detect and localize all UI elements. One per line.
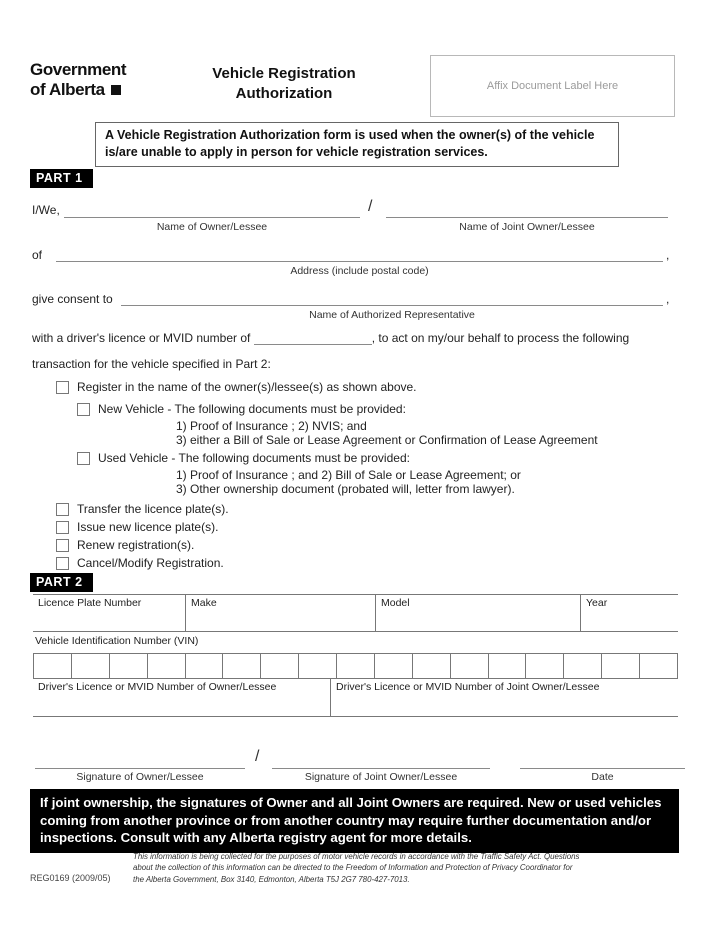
usage-notice: A Vehicle Registration Authorization form is used when the owner(s) of the vehicle is/are unable to apply in person for vehicle registration services. [95,122,619,167]
mvid-number-field[interactable] [254,331,372,345]
vin-character-cell[interactable] [563,654,601,678]
mvid-suffix: , to act on my/our behalf to process the following [371,331,630,345]
used-vehicle-label: Used Vehicle - The following documents must be provided: [98,451,410,465]
vin-character-cell[interactable] [601,654,639,678]
vin-character-cell[interactable] [109,654,147,678]
cancel-modify-label: Cancel/Modify Registration. [77,556,224,570]
used-vehicle-doc2: 3) Other ownership document (probated will, letter from lawyer). [176,482,515,496]
used-vehicle-doc1: 1) Proof of Insurance ; and 2) Bill of Sale or Lease Agreement; or [176,468,521,482]
name-slash: / [368,198,373,215]
vin-character-cell[interactable] [336,654,374,678]
vin-character-cell[interactable] [639,654,677,678]
new-vehicle-doc1: 1) Proof of Insurance ; 2) NVIS; and [176,419,367,433]
mvid-line [32,331,629,345]
drivers-licence-row [33,679,678,717]
privacy-statement: This information is being collected for the purposes of motor vehicle records in accordance with the Traffic Safety Act. Questions about the collection of this information can be directed to the Freedom of Information and Protection of Privacy Coordinator for the Alberta Government, Box 3140, Edmonton, Alberta T5J 2G7 780-427-7013. [133,852,580,884]
issue-plate-checkbox[interactable] [56,521,69,534]
register-checkbox[interactable] [56,381,69,394]
date-field[interactable] [520,742,685,769]
vehicle-table-header-row [33,594,678,632]
vin-character-cell[interactable] [298,654,336,678]
of-prefix: of [32,248,43,262]
iwe-prefix: I/We, [32,203,60,217]
owner-name-field[interactable] [64,188,360,218]
vin-character-cell[interactable] [260,654,298,678]
register-label: Register in the name of the owner(s)/lessee(s) as shown above. [77,380,417,394]
vin-character-cell[interactable] [222,654,260,678]
vin-character-cell[interactable] [374,654,412,678]
logo-line1: Government [30,60,127,79]
joint-owner-signature-label: Signature of Joint Owner/Lessee [304,771,458,783]
vin-label: Vehicle Identification Number (VIN) [35,635,199,647]
part1-badge: PART 1 [30,169,93,188]
consent-comma: , [666,292,670,306]
joint-ownership-banner: If joint ownership, the signatures of Owner and all Joint Owners are required. New or used vehicles coming from another province or from another country may require further documentation and/or inspections. Consult with any Alberta registry agent for more details. [30,789,679,853]
joint-owner-name-field[interactable] [386,188,668,218]
make-cell[interactable]: Make [185,595,375,631]
owner-name-label: Name of Owner/Lessee [156,221,268,233]
vin-character-cell[interactable] [488,654,526,678]
owner-signature-label: Signature of Owner/Lessee [76,771,204,783]
consent-prefix: give consent to [32,292,113,306]
form-title: Vehicle Registration Authorization [212,65,356,102]
vin-character-cell[interactable] [412,654,450,678]
new-vehicle-checkbox[interactable] [77,403,90,416]
new-vehicle-label: New Vehicle - The following documents must be provided: [98,402,406,416]
dl-joint-cell[interactable]: Driver's Licence or MVID Number of Joint Owner/Lessee [330,679,678,716]
vin-character-cell[interactable] [147,654,185,678]
transaction-line: transaction for the vehicle specified in Part 2: [32,357,271,371]
cancel-modify-checkbox[interactable] [56,557,69,570]
renew-registration-label: Renew registration(s). [77,538,195,552]
owner-signature-field[interactable] [35,742,245,769]
issue-plate-label: Issue new licence plate(s). [77,520,219,534]
government-of-alberta-logo [30,60,126,100]
renew-registration-checkbox[interactable] [56,539,69,552]
transfer-plate-checkbox[interactable] [56,503,69,516]
part2-badge: PART 2 [30,573,93,592]
vin-character-cell[interactable] [525,654,563,678]
date-label: Date [591,771,614,783]
logo-line2: of Alberta [30,80,126,100]
vin-character-cell[interactable] [33,654,71,678]
vin-input-row[interactable] [33,653,678,679]
dl-owner-cell[interactable]: Driver's Licence or MVID Number of Owner/Lessee [38,681,277,693]
address-field[interactable] [56,233,663,262]
transfer-plate-label: Transfer the licence plate(s). [77,502,229,516]
vehicle-table [33,594,678,717]
mvid-prefix: with a driver's licence or MVID number of [32,331,251,345]
address-comma: , [666,248,670,262]
joint-owner-name-label: Name of Joint Owner/Lessee [459,221,595,233]
joint-owner-signature-field[interactable] [272,742,490,769]
form-number: REG0169 (2009/05) [30,873,111,883]
vin-character-cell[interactable] [450,654,488,678]
used-vehicle-checkbox[interactable] [77,452,90,465]
licence-plate-cell[interactable]: Licence Plate Number [38,597,142,609]
year-cell[interactable]: Year [580,595,678,631]
vin-character-cell[interactable] [185,654,223,678]
affix-label-text: Affix Document Label Here [486,80,619,92]
representative-name-field[interactable] [121,277,663,306]
alberta-square-icon [111,85,121,95]
vin-character-cell[interactable] [71,654,109,678]
new-vehicle-doc2: 3) either a Bill of Sale or Lease Agreement or Confirmation of Lease Agreement [176,433,598,447]
affix-document-label-box [430,55,675,117]
address-label: Address (include postal code) [290,265,429,277]
signature-slash: / [255,748,260,765]
representative-label: Name of Authorized Representative [309,309,475,321]
model-cell[interactable]: Model [375,595,580,631]
